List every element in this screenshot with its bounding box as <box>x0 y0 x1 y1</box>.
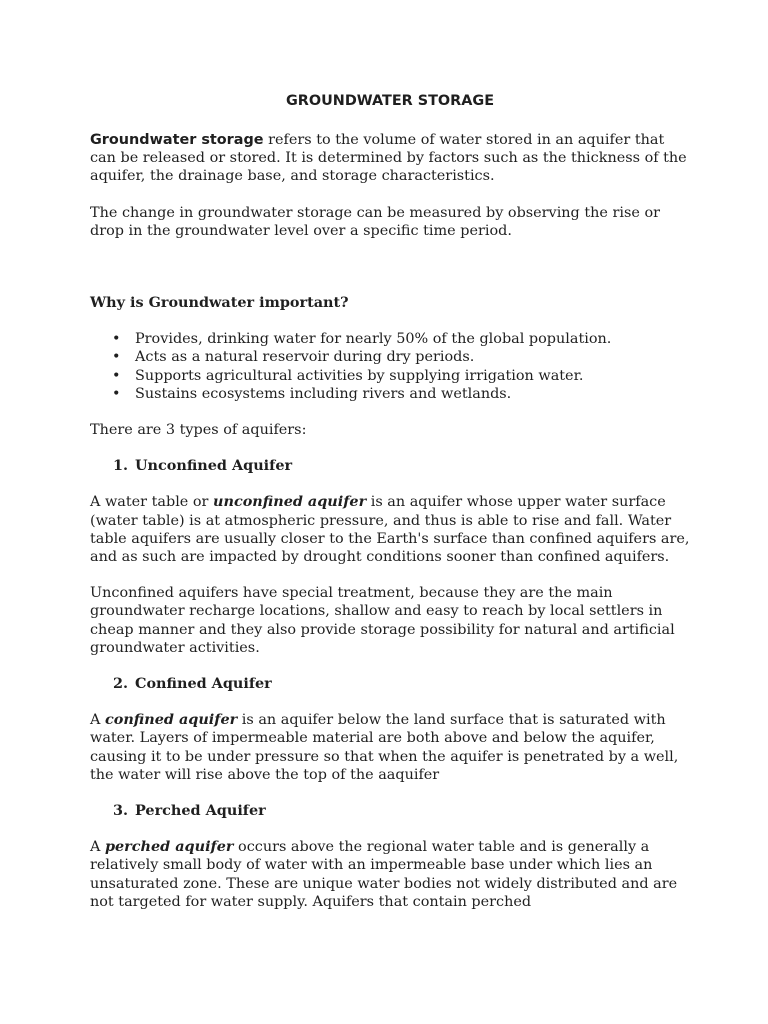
confined-term: confined aquifer <box>104 711 238 729</box>
section-heading-text: Unconfined Aquifer <box>135 457 293 475</box>
list-item <box>90 367 690 385</box>
change-paragraph: The change in groundwater storage can be measured by observing the rise or drop in the groundwater level over a specific time period. <box>90 204 660 239</box>
bullet-icon: • <box>112 331 121 348</box>
section-heading-text: Perched Aquifer <box>135 802 266 820</box>
section-heading-text: Confined Aquifer <box>135 675 272 693</box>
document-title: GROUNDWATER STORAGE <box>285 93 495 109</box>
intro-term: Groundwater storage <box>90 132 264 148</box>
list-item <box>90 385 690 403</box>
paragraph-text: A <box>90 839 105 856</box>
paragraph-text: is an aquifer below the land surface that is saturated with water. Layers of impermeable material are both above and below the aquifer, causing it to be under pressure so that when the aquifer is penetrated by a well, the water will rise above the top of the aaquifer <box>90 712 679 783</box>
section-number: 1. <box>113 457 129 475</box>
bullet-icon: • <box>112 367 121 384</box>
perched-term: perched aquifer <box>104 838 234 856</box>
paragraph-text: A <box>90 712 105 729</box>
blank-space <box>90 258 690 294</box>
list-item-text: Sustains ecosystems including rivers and wetlands. <box>135 385 512 402</box>
paragraph-text: occurs above the regional water table and is generally a relatively small body of water with an impermeable base under which lies an unsaturated zone. These are unique water bodies not widely distributed and are not targeted for water supply. Aquifers that contain perched <box>90 839 678 910</box>
intro-paragraph <box>90 131 690 186</box>
section-heading-confined <box>90 675 690 693</box>
importance-list <box>90 330 690 403</box>
section-number: 2. <box>113 675 129 693</box>
importance-heading: Why is Groundwater important? <box>90 294 349 312</box>
list-item-text: Provides, drinking water for nearly 50% of the global population. <box>135 331 612 348</box>
list-item-text: Supports agricultural activities by supplying irrigation water. <box>135 367 584 384</box>
list-item <box>90 330 690 348</box>
types-intro: There are 3 types of aquifers: <box>90 422 307 439</box>
unconfined-paragraph-2: Unconfined aquifers have special treatment, because they are the main groundwater recharge locations, shallow and easy to reach by local settlers in cheap manner and they also provide storage possibility for natural and artificial groundwater activities. <box>90 585 675 656</box>
section-heading-unconfined <box>90 457 690 475</box>
list-item-text: Acts as a natural reservoir during dry periods. <box>135 349 475 366</box>
section-number: 3. <box>113 802 129 820</box>
confined-paragraph <box>90 711 690 784</box>
section-heading-perched <box>90 802 690 820</box>
bullet-icon: • <box>112 385 121 402</box>
bullet-icon: • <box>112 349 121 366</box>
document-page <box>90 92 690 929</box>
unconfined-term: unconfined aquifer <box>213 493 367 511</box>
perched-paragraph <box>90 838 690 911</box>
paragraph-text: is an aquifer whose upper water surface (water table) is at atmospheric pressure, and thus is able to rise and fall. Water table aquifers are usually closer to the Earth's surface than confined aquifers are, and as such are impacted by drought conditions sooner than confined aquifers. <box>90 494 690 566</box>
paragraph-text: A water table or <box>90 494 214 511</box>
unconfined-paragraph-1 <box>90 493 690 566</box>
list-item <box>90 348 690 366</box>
intro-text: refers to the volume of water stored in an aquifer that can be released or stored. It is determined by factors such as the thickness of the aquifer, the drainage base, and storage characteristics. <box>90 132 687 185</box>
